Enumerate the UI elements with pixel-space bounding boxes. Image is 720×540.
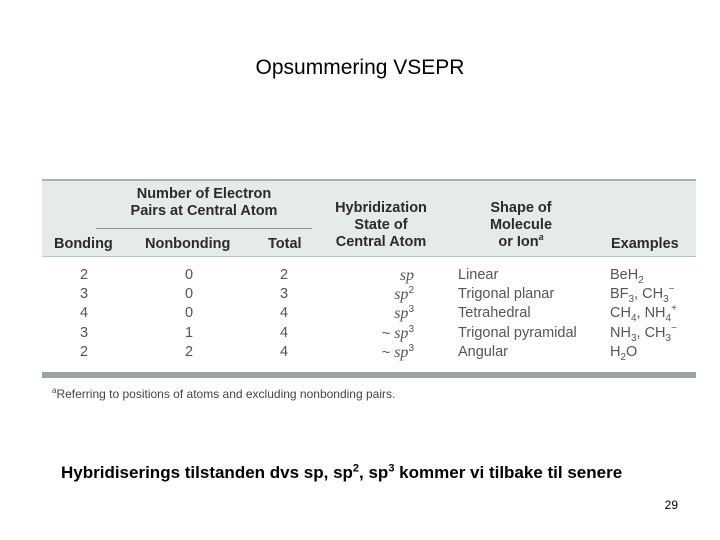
cell-bonding: 4 xyxy=(79,305,89,322)
cell-total: 4 xyxy=(279,324,289,341)
cell-bonding: 3 xyxy=(79,324,89,341)
header-total: Total xyxy=(268,236,302,252)
header-bonding: Bonding xyxy=(54,236,113,252)
header-hybridization: Hybridization State of Central Atom xyxy=(335,200,427,250)
cell-nonbonding: 2 xyxy=(184,343,194,360)
cell-examples: BeH$_2$ xyxy=(610,267,644,286)
cell-total: 2 xyxy=(279,267,289,283)
header-shape: Shape of Molecule or Ion$^a$ xyxy=(489,200,553,250)
table-header xyxy=(42,179,696,257)
cell-bonding: 2 xyxy=(79,267,89,283)
cell-shape: Linear xyxy=(458,267,499,283)
cell-hybridization: $sp^2$ xyxy=(394,285,414,304)
cell-examples: $NH_3$, $CH_3^-$ xyxy=(610,322,677,344)
header-examples: Examples xyxy=(611,236,679,252)
cell-shape: Tetrahedral xyxy=(458,305,531,322)
cell-total: 3 xyxy=(279,286,289,303)
cell-shape: Trigonal planar xyxy=(458,286,555,303)
cell-total: 4 xyxy=(279,305,289,322)
cell-examples: $CH_4$, $NH_4^+$ xyxy=(610,303,677,325)
col-total xyxy=(278,266,290,362)
vsepr-table xyxy=(42,179,696,405)
page-number: 29 xyxy=(664,498,678,512)
cell-bonding: 2 xyxy=(79,343,89,360)
cell-nonbonding: 0 xyxy=(184,267,194,283)
header-electron-pairs: Number of Electron Pairs at Central Atom xyxy=(130,186,278,219)
col-examples xyxy=(610,266,677,362)
cell-shape: Trigonal pyramidal xyxy=(458,324,577,341)
cell-nonbonding: 0 xyxy=(184,286,194,303)
header-group-underline xyxy=(96,228,312,229)
col-bonding xyxy=(78,266,90,362)
cell-examples: $BF_3$, $CH_3^-$ xyxy=(610,284,675,306)
cell-nonbonding: 0 xyxy=(184,305,194,322)
cell-hybridization: sp xyxy=(399,267,414,284)
header-nonbonding: Nonbonding xyxy=(145,236,231,252)
cell-examples: $H_2O$ xyxy=(610,343,638,363)
col-shape xyxy=(458,266,577,362)
cell-hybridization: $sp^3$ xyxy=(394,304,414,323)
cell-bonding: 3 xyxy=(79,286,89,303)
cell-hybridization: ~ $sp^3$ xyxy=(381,342,414,361)
col-hybridization xyxy=(338,266,414,362)
cell-total: 4 xyxy=(279,343,289,360)
col-nonbonding xyxy=(183,266,195,362)
cell-hybridization: ~ $sp^3$ xyxy=(381,323,414,342)
header-divider xyxy=(42,256,696,257)
cell-nonbonding: 1 xyxy=(184,324,194,341)
summary-text: Hybridiserings tilstanden dvs sp, $sp^2$, $sp^3$ kommer vi tilbake til senere xyxy=(61,462,623,482)
slide-title: Opsummering VSEPR xyxy=(255,56,465,79)
table-bottom-bar xyxy=(42,372,696,378)
cell-shape: Angular xyxy=(458,343,508,360)
table-footnote: $^a$Referring to positions of atoms and excluding nonbonding pairs. xyxy=(52,386,396,401)
